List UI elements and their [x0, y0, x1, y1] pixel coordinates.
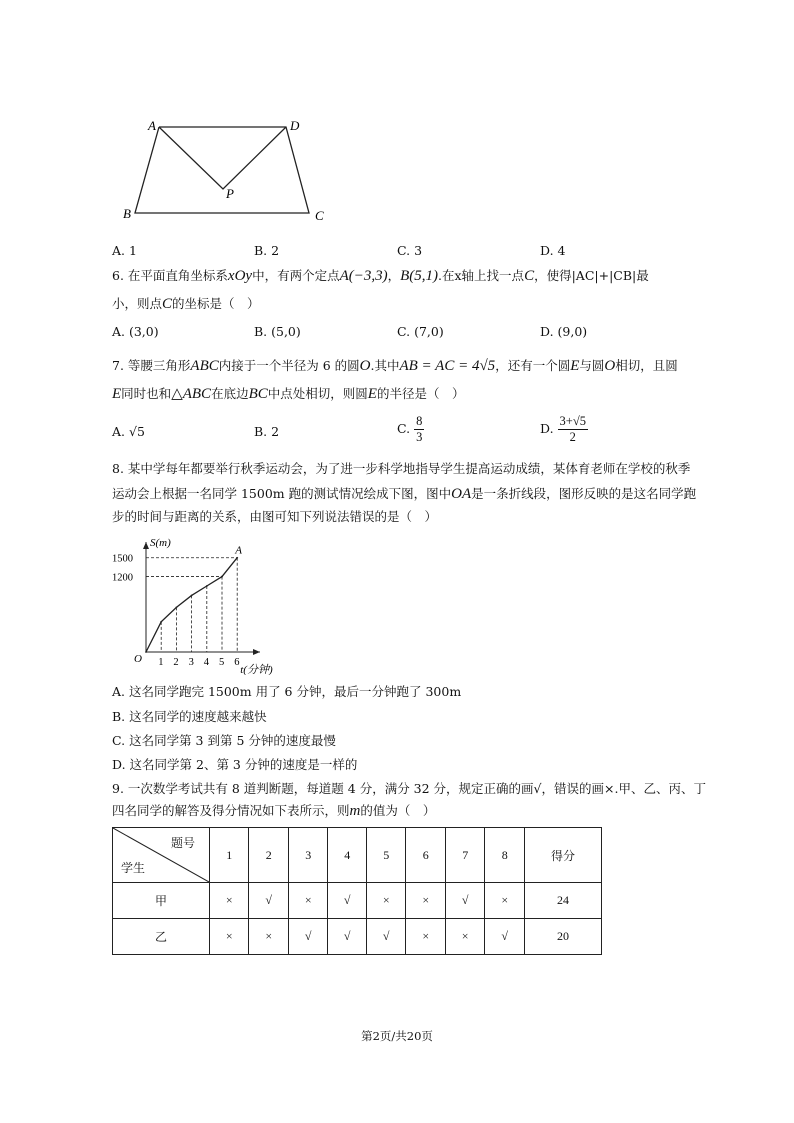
y-axis-label: S(m) [150, 537, 171, 549]
column-header: 6 [406, 828, 445, 883]
q8-option-b: B. 这名同学的速度越来越快 [112, 709, 267, 724]
distance-time-chart [110, 530, 290, 675]
y-tick-label: 1500 [112, 553, 133, 565]
q9-stem-line1: 9. 一次数学考试共有 8 道判断题，每道题 4 分，满分 32 分，规定正确的画√，错误的画×.甲、乙、丙、丁 [112, 781, 706, 796]
answer-mark: √ [445, 883, 484, 919]
answers-table [112, 827, 602, 955]
data-point [221, 576, 223, 578]
table-corner-cell [113, 828, 210, 883]
answer-mark: × [366, 883, 405, 919]
q8-stem-line1: 8. 某中学每年都要举行秋季运动会，为了进一步科学地指导学生提高运动成绩，某体育老师在学校的秋季 [112, 461, 691, 476]
trapezoid-outline [135, 127, 309, 213]
fraction-8-3: $\frac{8}{3}$ [416, 414, 423, 444]
x-tick-label: 6 [234, 657, 240, 668]
page-footer: 第2页/共20页 [361, 1029, 433, 1043]
corner-bottom-label: 学生 [121, 861, 146, 875]
label-c: C [315, 208, 324, 223]
label-b: B [123, 206, 131, 221]
origin-label: O [134, 653, 142, 665]
answer-mark: √ [328, 883, 367, 919]
x-axis-arrow [253, 649, 260, 655]
q6-option-d: D. (9,0) [540, 324, 588, 339]
answer-mark: √ [485, 919, 525, 955]
q8-option-c: C. 这名同学第 3 到第 5 分钟的速度最慢 [112, 733, 336, 748]
table-row [113, 883, 602, 919]
y-tick-label: 1200 [112, 572, 133, 584]
data-point [145, 651, 147, 653]
label-a: A [148, 118, 156, 133]
answer-mark: × [210, 883, 249, 919]
q7-option-c: C. $\frac{8}{3}$ [397, 414, 423, 444]
label-d: D [290, 118, 300, 133]
answer-mark: × [288, 883, 327, 919]
answer-mark: × [485, 883, 525, 919]
column-header: 3 [288, 828, 327, 883]
data-point [206, 585, 208, 587]
q6-stem-line1: 6. 在平面直角坐标系xOy中，有两个定点A(−3,3)，B(5,1).在x轴上找一点C，使得|AC|+|CB|最 [112, 268, 649, 284]
q5-option-d: D. 4 [540, 243, 566, 258]
q8-option-a: A. 这名同学跑完 1500m 用了 6 分钟，最后一分钟跑了 300m [112, 684, 462, 699]
data-point [176, 606, 178, 608]
answer-mark: × [406, 883, 445, 919]
end-point-label: A [235, 544, 242, 557]
score-value: 20 [525, 919, 602, 955]
q7-stem-line1: 7. 等腰三角形ABC内接于一个半径为 6 的圆O.其中AB = AC = 4√5，还有一个圆E与圆O相切，且圆 [112, 358, 678, 374]
answer-mark: × [249, 919, 288, 955]
answer-mark: × [445, 919, 484, 955]
answer-mark: × [406, 919, 445, 955]
x-tick-label: 4 [203, 657, 210, 668]
x-tick-label: 3 [188, 657, 194, 668]
q8-option-d: D. 这名同学第 2、第 3 分钟的速度是一样的 [112, 757, 358, 772]
q7-option-b: B. 2 [254, 424, 280, 439]
answer-mark: √ [328, 919, 367, 955]
q5-option-c: C. 3 [397, 243, 423, 258]
q7-stem-line2: E同时也和△ABC在底边BC中点处相切，则圆E的半径是（ ） [112, 386, 465, 402]
trapezoid-figure [110, 110, 350, 228]
answer-mark: √ [366, 919, 405, 955]
y-axis-arrow [143, 542, 149, 549]
fraction-3-plus-root5-over-2: $\frac{3+√5}{2}$ [559, 414, 586, 444]
student-name: 甲 [113, 883, 210, 919]
answer-mark: × [210, 919, 249, 955]
x-axis-label: t(分钟) [240, 664, 273, 675]
column-header: 8 [485, 828, 525, 883]
q8-stem-line3: 步的时间与距离的关系，由图可知下列说法错误的是（ ） [112, 509, 438, 524]
answer-mark: √ [249, 883, 288, 919]
answer-mark: √ [288, 919, 327, 955]
column-header: 5 [366, 828, 405, 883]
q7-option-a: A. √5 [112, 424, 145, 439]
label-p: P [226, 186, 234, 201]
data-point [191, 595, 193, 597]
q6-option-c: C. (7,0) [397, 324, 444, 339]
q8-stem-line2: 运动会上根据一名同学 1500m 跑的测试情况绘成下图，图中OA是一条折线段，图形反映的是这名同学跑 [112, 486, 697, 502]
score-header: 得分 [525, 828, 602, 883]
q6-option-a: A. (3,0) [112, 324, 159, 339]
q6-stem-line2: 小，则点C的坐标是（ ） [112, 296, 260, 312]
column-header: 4 [328, 828, 367, 883]
q5-option-b: B. 2 [254, 243, 280, 258]
q6-option-b: B. (5,0) [254, 324, 301, 339]
column-header: 7 [445, 828, 484, 883]
corner-top-label: 题号 [170, 836, 195, 850]
data-point [236, 557, 238, 559]
apd-segments [159, 127, 286, 189]
student-name: 乙 [113, 919, 210, 955]
column-header: 2 [249, 828, 288, 883]
data-point [160, 621, 162, 623]
q5-option-a: A. 1 [112, 243, 137, 258]
q7-option-d: D. $\frac{3+√5}{2}$ [540, 414, 586, 444]
q9-stem-line2: 四名同学的解答及得分情况如下表所示，则m的值为（ ） [112, 803, 436, 819]
x-tick-label: 2 [173, 657, 179, 668]
x-tick-label: 5 [219, 657, 225, 668]
table-header-row [113, 828, 602, 883]
score-value: 24 [525, 883, 602, 919]
x-tick-label: 1 [158, 657, 164, 668]
table-row [113, 919, 602, 955]
column-header: 1 [210, 828, 249, 883]
